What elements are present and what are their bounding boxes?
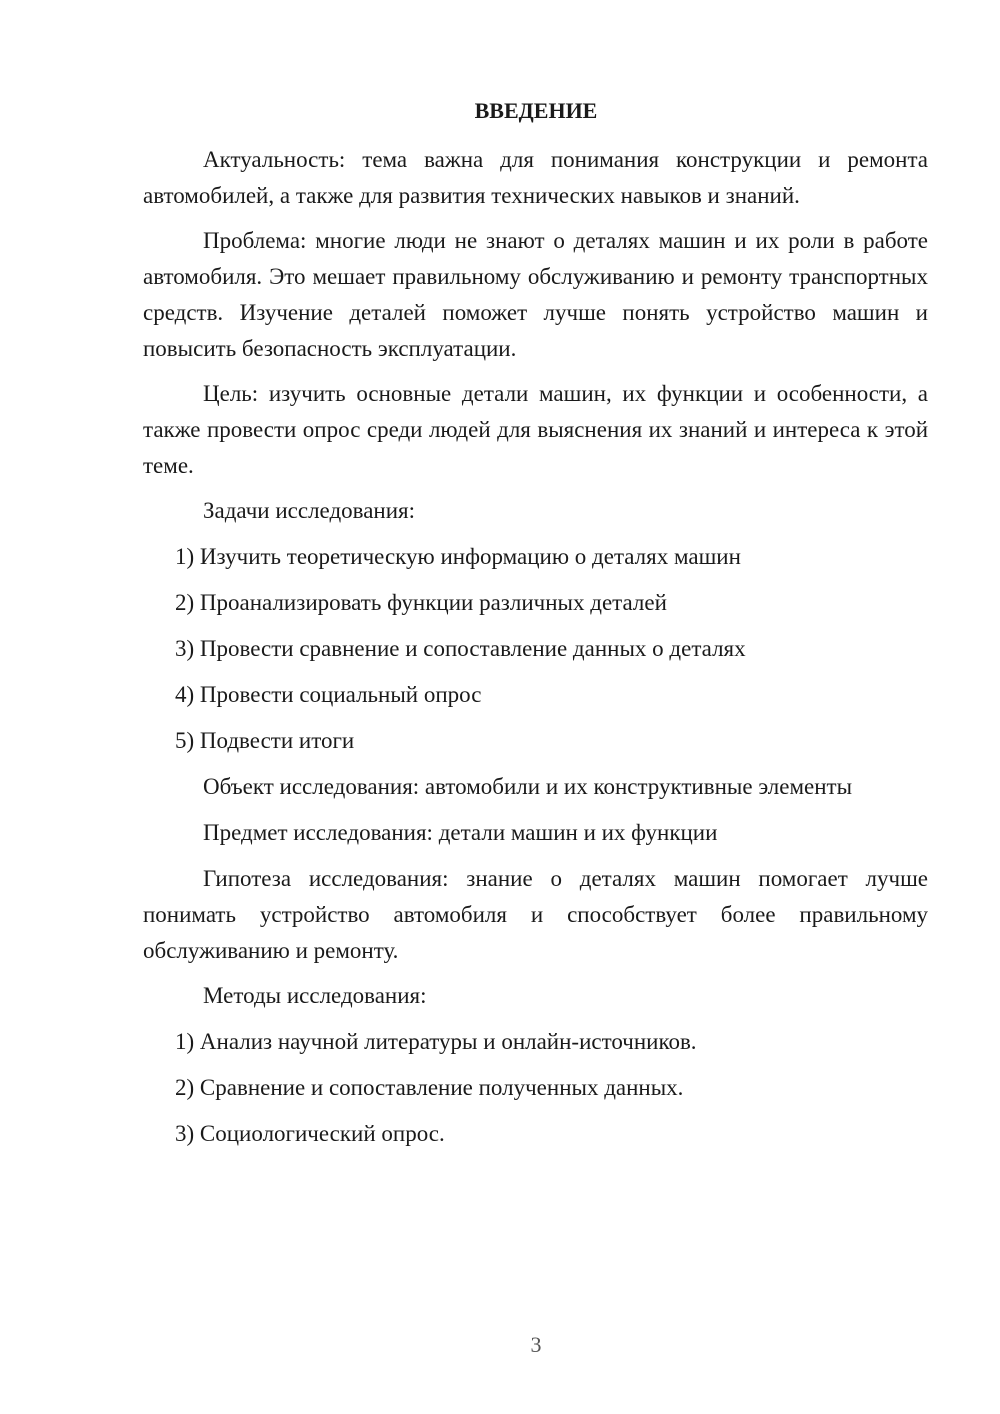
task-item: 1) Изучить теоретическую информацию о деталях машин (175, 544, 741, 569)
method-item: 1) Анализ научной литературы и онлайн-источников. (175, 1029, 697, 1054)
page-number: 3 (530, 1332, 542, 1357)
hypothesis-paragraph: Гипотеза исследования: знание о деталях машин помогает лучше понимать устройство автомобиля и способствует более правильному обслуживанию и ремонту. (143, 866, 928, 963)
problem-paragraph: Проблема: многие люди не знают о деталях машин и их роли в работе автомобиля. Это мешает правильному обслуживанию и ремонту транспортных средств. Изучение деталей поможет лучше понять устройство машин и повысить безопасность эксплуатации. (143, 228, 928, 361)
tasks-heading: Задачи исследования: (203, 498, 416, 523)
method-item: 3) Социологический опрос. (175, 1121, 445, 1146)
task-item: 4) Провести социальный опрос (175, 682, 482, 707)
task-item: 3) Провести сравнение и сопоставление данных о деталях (175, 636, 746, 661)
relevance-paragraph: Актуальность: тема важна для понимания конструкции и ремонта автомобилей, а также для развития технических навыков и знаний. (143, 147, 928, 208)
task-item: 5) Подвести итоги (175, 728, 355, 753)
research-object: Объект исследования: автомобили и их конструктивные элементы (203, 774, 853, 799)
research-subject: Предмет исследования: детали машин и их функции (203, 820, 718, 845)
section-title: ВВЕДЕНИЕ (474, 98, 598, 123)
methods-heading: Методы исследования: (203, 983, 427, 1008)
body-text (143, 142, 928, 1162)
task-item: 2) Проанализировать функции различных деталей (175, 590, 667, 615)
method-item: 2) Сравнение и сопоставление полученных данных. (175, 1075, 684, 1100)
goal-paragraph: Цель: изучить основные детали машин, их функции и особенности, а также провести опрос среди людей для выяснения их знаний и интереса к этой теме. (143, 381, 928, 478)
